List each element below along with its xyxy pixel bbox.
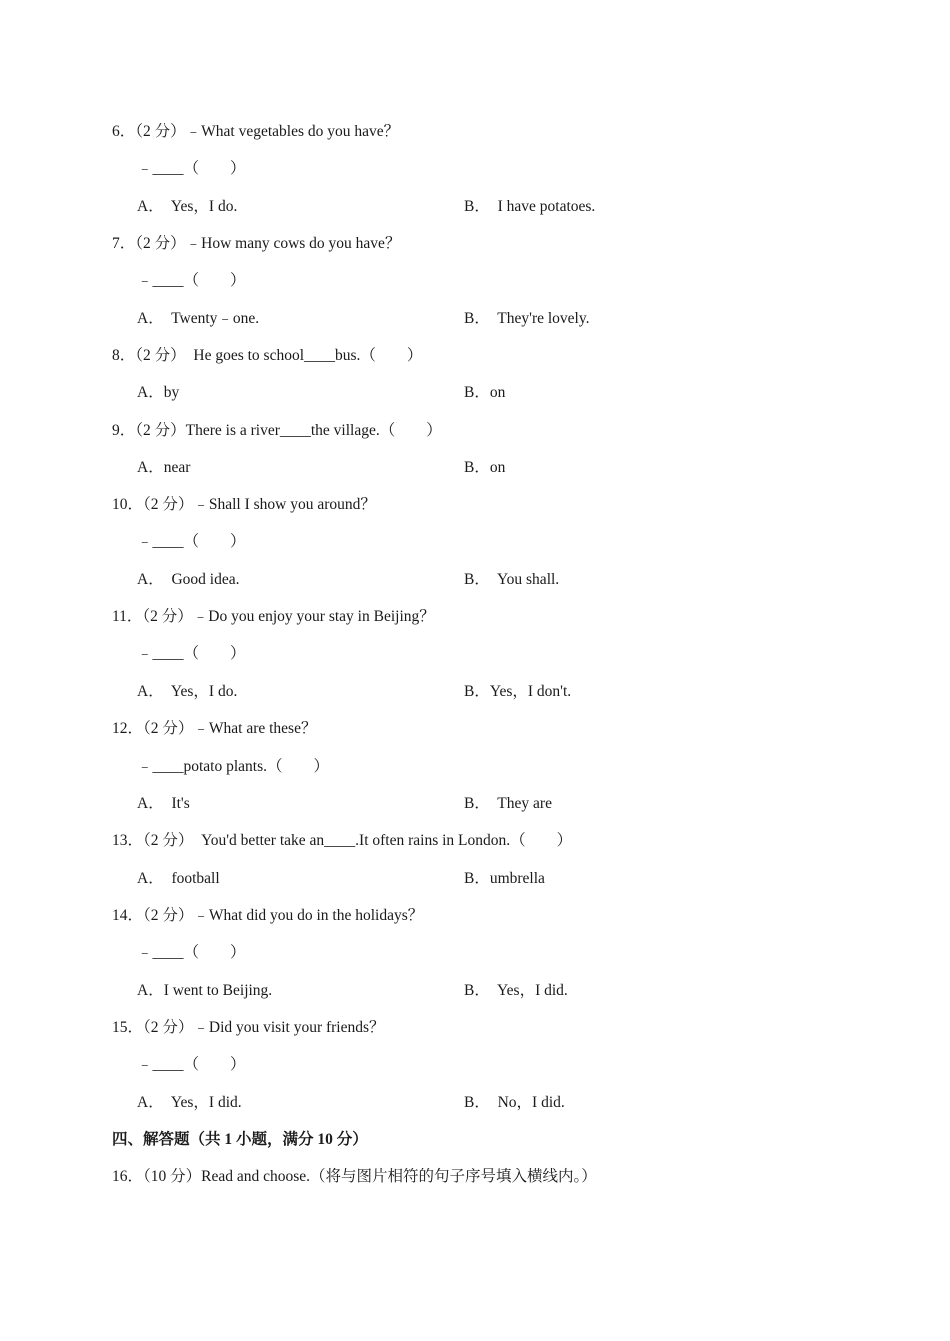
option-a-11: A． Yes，I do.: [137, 683, 238, 700]
option-b-14: B． Yes，I did.: [464, 982, 568, 999]
question-6: 6．（2 分）﹣What vegetables do you have？: [112, 123, 400, 140]
question-8: 8．（2 分） He goes to school____bus.（ ）: [112, 347, 423, 364]
answer-blank-15: ﹣____（ ）: [137, 1056, 246, 1073]
answer-blank-7: ﹣____（ ）: [137, 272, 246, 289]
question-10: 10．（2 分）﹣Shall I show you around？: [112, 496, 376, 513]
option-a-6: A． Yes，I do.: [137, 198, 238, 215]
option-b-13: B．umbrella: [464, 870, 545, 887]
answer-blank-6: ﹣____（ ）: [137, 160, 246, 177]
option-a-13: A． football: [137, 870, 220, 887]
option-b-7: B． They're lovely.: [464, 310, 590, 327]
answer-blank-12: ﹣____potato plants.（ ）: [137, 758, 330, 775]
question-11: 11．（2 分）﹣Do you enjoy your stay in Beijing？: [112, 608, 435, 625]
question-14: 14．（2 分）﹣What did you do in the holidays？: [112, 907, 424, 924]
option-a-12: A． It's: [137, 795, 190, 812]
question-16: 16．（10 分）Read and choose.（将与图片相符的句子序号填入横线内。）: [112, 1168, 597, 1185]
question-12: 12．（2 分）﹣What are these？: [112, 720, 317, 737]
question-13: 13．（2 分） You'd better take an____.It often rains in London.（ ）: [112, 832, 573, 849]
option-a-10: A． Good idea.: [137, 571, 240, 588]
option-b-9: B．on: [464, 459, 506, 476]
option-b-11: B．Yes，I don't.: [464, 683, 572, 700]
section-heading: 四、解答题（共 1 小题，满分 10 分）: [112, 1131, 368, 1148]
question-7: 7．（2 分）﹣How many cows do you have？: [112, 235, 401, 252]
option-b-8: B．on: [464, 384, 506, 401]
option-b-6: B． I have potatoes.: [464, 198, 596, 215]
option-a-9: A．near: [137, 459, 191, 476]
answer-blank-14: ﹣____（ ）: [137, 944, 246, 961]
option-b-12: B． They are: [464, 795, 552, 812]
option-b-10: B． You shall.: [464, 571, 560, 588]
option-b-15: B． No，I did.: [464, 1094, 565, 1111]
question-15: 15．（2 分）﹣Did you visit your friends？: [112, 1019, 385, 1036]
option-a-7: A． Twenty﹣one.: [137, 310, 260, 327]
option-a-14: A．I went to Beijing.: [137, 982, 273, 999]
question-9: 9．（2 分）There is a river____the village.（ ）: [112, 422, 442, 439]
option-a-8: A．by: [137, 384, 180, 401]
answer-blank-11: ﹣____（ ）: [137, 645, 246, 662]
option-a-15: A． Yes，I did.: [137, 1094, 242, 1111]
answer-blank-10: ﹣____（ ）: [137, 533, 246, 550]
